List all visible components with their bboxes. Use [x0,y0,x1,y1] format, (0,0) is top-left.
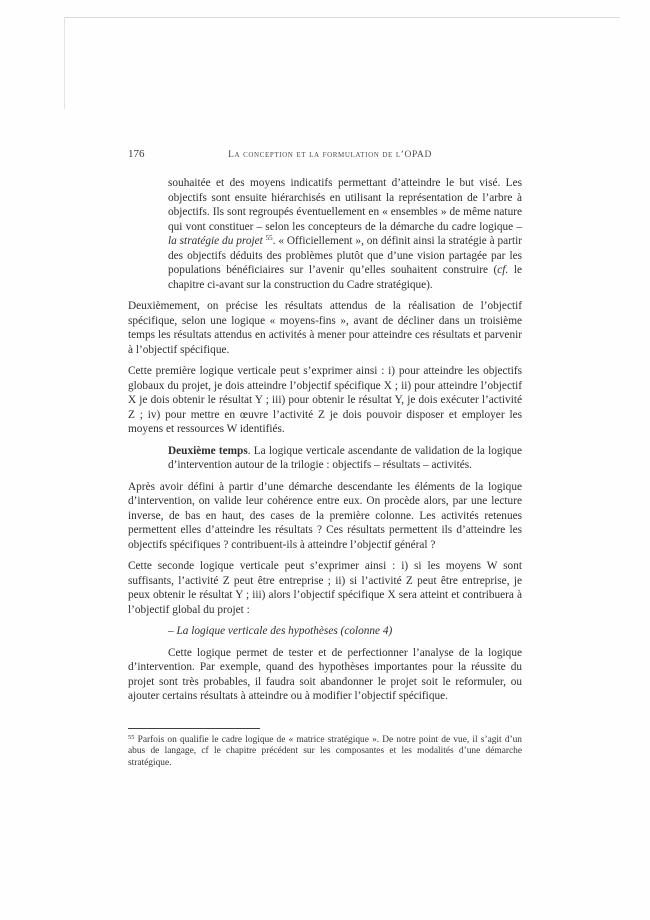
running-title: La conception et la formulation de l’OPAD [228,150,432,160]
text-run: . La logique verticale ascendante de validation de la logique d’intervention autour de la trilogie : objectifs – résultats – activités. [168,444,522,471]
paragraph-deuxieme-temps [168,444,522,473]
text-run: le chapitre ci-avant sur la construction du Cadre stratégique). [168,264,522,291]
text-run-italic: cf. [497,264,509,276]
paragraph-premiere-logique: Cette première logique verticale peut s’exprimer ainsi : i) pour atteindre les objectifs globaux du projet, je dois atteindre l’objectif spécifique X ; ii) pour atteindre l’objectif X je dois obtenir le résultat Y ; iii) pour obtenir le résultat Y, je dois exécuter l’activité Z ; iv) pour mettre en œuvre l’activité Z je dois pouvoir disposer et employer les moyens et ressources W identifiés. [128,365,522,435]
text-run: souhaitée et des moyens indicatifs permettant d’atteindre le but visé. Les objectifs sont ensuite hiérarchisés en utilisant la représentation de l’arbre à objectifs. Ils sont regroupés éventuellement en « ensembles » de même nature qui vont constituer – selon les concepteurs de la démarche du cadre logique – [168,177,522,233]
paragraph-apres-avoir-defini: Après avoir défini à partir d’une démarche descendante les éléments de la logique d’intervention, on valide leur cohérence entre eux. On procède alors, par une lecture inverse, de bas en haut, des cases de la première colonne. Les activités retenues permettent elles d’atteindre les résultats ? Ces résultats permettent ils d’atteindre les objectifs spécifiques ? contribuent-ils à atteindre l’objectif général ? [128,480,522,551]
page-number: 176 [128,148,145,160]
footnote-text: Parfois on qualifie le cadre logique de « matrice stratégique ». De notre point de vue, il s’agit d’un abus de langage, cf le chapitre précédent sur les composantes et les modalités d’une démarche stratégique. [128,734,522,769]
text-run: . « Officiellement », on définit ainsi la stratégie à partir des objectifs déduits des problèmes plutôt que d’une vision partagée par les populations bénéficiaires sur l’avenir qu’elles souhaitent construire ( [168,235,522,276]
page-body [128,176,522,704]
paragraph-deuxiemement: Deuxièmement, on précise les résultats attendus de la réalisation de l’objectif spécifique, selon une logique « moyens-fins », avant de décliner dans un troisième temps les résultats attendus en activités à mener pour atteindre ces résultats et parvenir à l’objectif spécifique. [128,300,522,356]
paragraph-intro-block [168,176,522,292]
footnote-separator-rule [128,728,260,729]
footnote-area [128,728,522,770]
paragraph-cette-logique: Cette logique permet de tester et de perfectionner l’analyse de la logique d’intervention. Par exemple, quand des hypothèses importantes pour la réussite du projet sont très probables, il faudra soit abandonner le projet soit le reformuler, ou ajouter certains résultats à atteindre ou à modifier l’objectif spécifique. [128,646,522,702]
text-run-bold: Deuxième temps [168,444,248,457]
scan-artifact-vertical-line [64,17,65,109]
scan-artifact-horizontal-line [64,17,620,18]
footnote-marker: 55 [128,733,135,741]
footnote-55 [128,735,522,770]
page-content [128,148,522,770]
paragraph-seconde-logique: Cette seconde logique verticale peut s’exprimer ainsi : i) si les moyens W sont suffisants, l’activité Z peut être entreprise ; ii) si l’activité Z peut être entreprise, je peux obtenir le résultat Y ; iii) alors l’objectif spécifique X sera atteint et contribuera à l’objectif global du projet : [128,560,522,616]
paragraph-hypotheses-heading: – La logique verticale des hypothèses (colonne 4) [168,625,393,637]
text-run-italic: la stratégie du projet [168,235,266,247]
footnote-reference-55: 55 [265,234,273,242]
page-header [128,148,522,166]
